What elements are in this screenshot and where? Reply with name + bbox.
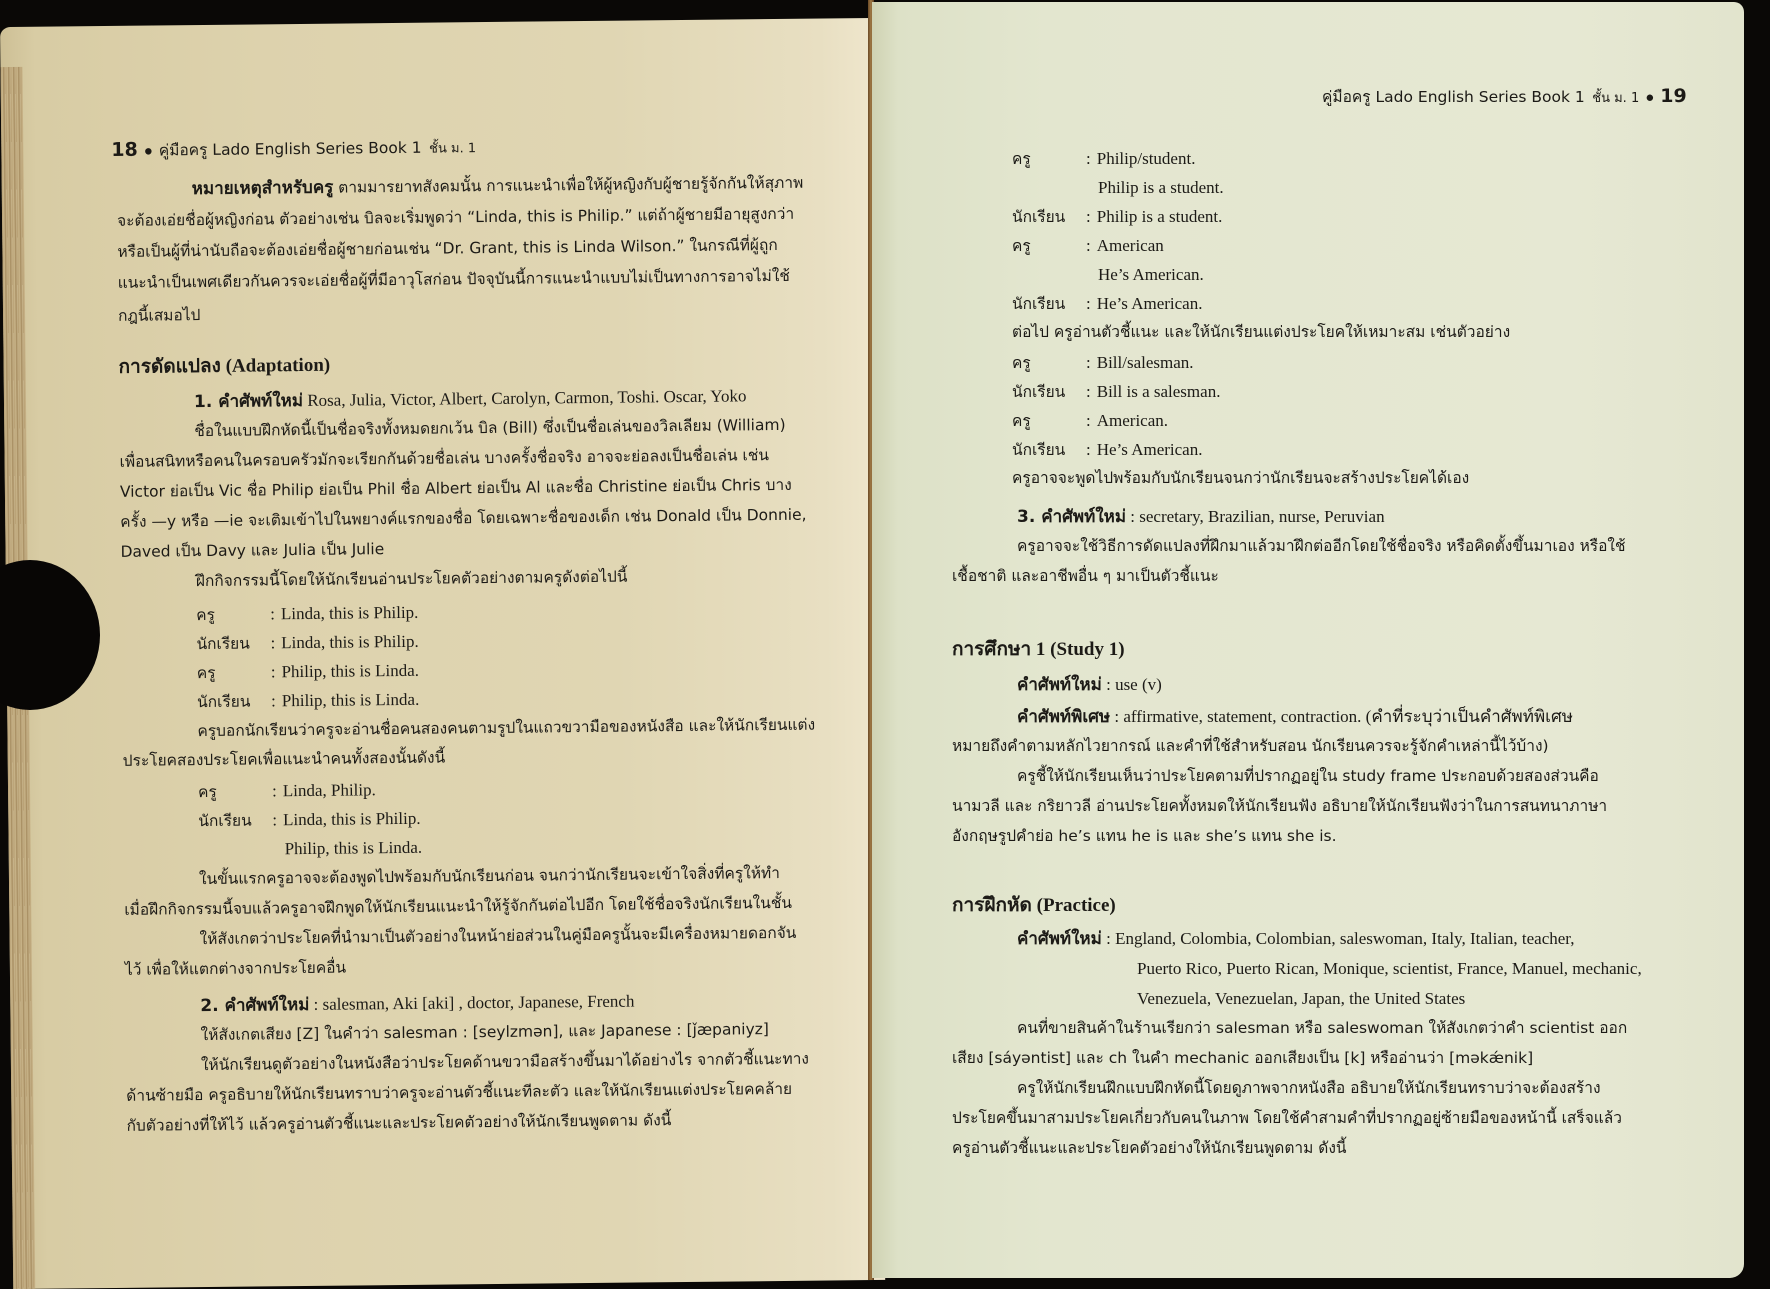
body-line: ในขั้นแรกครูอาจจะต้องพูดไปพร้อมกับนักเรียนก่อน จนกว่านักเรียนจะเข้าใจสิ่งที่ครูให้ทำ: [198, 864, 781, 889]
section-heading-study: การศึกษา 1 (Study 1): [952, 638, 1125, 660]
practice-line: ประโยคขึ้นมาสามประโยคเกี่ยวกับคนในภาพ โดยใช้คำสามคำที่ปรากฏอยู่ซ้ายมือของหน้านี้ เสร็จแล้ว: [952, 1109, 1622, 1127]
item1-line: เพื่อนสนิทหรือคนในครอบครัวมักจะเรียกกันด้วยชื่อเล่น บางครั้งชื่อจริง อาจจะย่อลงเป็นชื่อเล่น เช่น: [119, 446, 770, 471]
running-head-left: [111, 134, 476, 163]
item1-line: ชื่อในแบบฝึกหัดนี้เป็นชื่อจริงทั้งหมดยกเว้น บิล (Bill) ซึ่งเป็นชื่อเล่นของวิลเลียม (William): [194, 415, 786, 441]
item2-line: กับตัวอย่างที่ให้ไว้ แล้วครูอ่านตัวชี้แนะและประโยคตัวอย่างให้นักเรียนพูดตาม ดังนี้: [126, 1111, 672, 1135]
body-line: ต่อไป ครูอ่านตัวชี้แนะ และให้นักเรียนแต่งประโยคให้เหมาะสม เช่นตัวอย่าง: [1012, 323, 1511, 341]
section-heading-practice: การฝึกหัด (Practice): [952, 894, 1116, 916]
dialog-line: Philip is a student.: [1098, 178, 1224, 197]
item2-label: 2. คำศัพท์ใหม่: [200, 994, 310, 1017]
study-line: ครูชี้ให้นักเรียนเห็นว่าประโยคตามที่ปรากฏอยู่ใน study frame ประกอบด้วยสองส่วนคือ: [1017, 767, 1599, 785]
note-line: หรือเป็นผู้ที่น่านับถือจะต้องเอ่ยชื่อผู้ชายก่อนเช่น “Dr. Grant, this is Linda Wilson.” ในกรณีที่ผู้ถูก: [117, 236, 778, 261]
new-words-label: คำศัพท์ใหม่: [1017, 675, 1102, 695]
body-line: เมื่อฝึกกิจกรรมนี้จบแล้วครูอาจฝึกพูดให้นักเรียนแนะนำให้รู้จักกันต่อไปอีก โดยใช้ชื่อจริงนักเรียนในชั้น: [124, 893, 793, 919]
item3-label: 3. คำศัพท์ใหม่: [1017, 507, 1127, 527]
dialog-line: ครู : Philip, this is Linda.: [196, 660, 420, 683]
study-line: นามวลี และ กริยาวลี อ่านประโยคทั้งหมดให้นักเรียนฟัง อธิบายให้นักเรียนฟังว่าในการสนทนาภาษา: [952, 797, 1608, 815]
item2-line: ด้านซ้ายมือ ครูอธิบายให้นักเรียนทราบว่าครูจะอ่านตัวชี้แนะทีละตัว และให้นักเรียนแต่งประโยคคล้าย: [126, 1079, 793, 1105]
body-line: ครูอาจจะพูดไปพร้อมกับนักเรียนจนกว่านักเรียนจะสร้างประโยคได้เอง: [1012, 469, 1470, 487]
dialog-line: นักเรียน : Philip is a student.: [1012, 207, 1223, 226]
body-line: ประโยคสองประโยคเพื่อแนะนำคนทั้งสองนั้นดังนี้: [122, 748, 446, 770]
dialog-line: นักเรียน : Bill is a salesman.: [1012, 382, 1221, 401]
body-line: ครูบอกนักเรียนว่าครูจะอ่านชื่อคนสองคนตามรูปในแถวขวามือของหนังสือ และให้นักเรียนแต่ง: [197, 715, 816, 741]
study-line: หมายถึงคำตามหลักไวยากรณ์ และคำที่ใช้สำหรับสอน นักเรียนควรจะรู้จักคำเหล่านี้ไว้บ้าง): [952, 737, 1549, 755]
page-number: 18: [111, 138, 138, 161]
dialog-line: นักเรียน : He’s American.: [1012, 440, 1203, 459]
practice-line: คำศัพท์ใหม่ : England, Colombia, Colombian, saleswoman, Italy, Italian, teacher,: [1017, 929, 1575, 949]
grade-label: ชั้น ม. 1: [1592, 91, 1640, 106]
dialog-line: ครู : American: [1012, 236, 1164, 255]
dialog-line: He’s American.: [1098, 265, 1204, 284]
dialog-line: ครู : Linda, this is Philip.: [196, 602, 419, 625]
new-words-label: คำศัพท์ใหม่: [1017, 929, 1102, 949]
item3-line: ครูอาจจะใช้วิธีการดัดแปลงที่ฝึกมาแล้วมาฝึกต่ออีกโดยใช้ชื่อจริง หรือคิดตั้งขึ้นมาเอง หรือใช้: [1017, 537, 1626, 555]
item1-line: Daved เป็น Davy และ Julia เป็น Julie: [120, 540, 385, 561]
note-label: หมายเหตุสำหรับครู: [191, 177, 334, 200]
practice-line: คนที่ขายสินค้าในร้านเรียกว่า salesman หรือ saleswoman ให้สังเกตว่าคำ scientist ออก: [1017, 1019, 1628, 1037]
special-words-label: คำศัพท์พิเศษ: [1017, 707, 1111, 727]
dialog-line: ครู : Bill/salesman.: [1012, 353, 1194, 372]
dialog-line: นักเรียน : Linda, this is Philip.: [198, 808, 421, 831]
item1-line: ครั้ง —y หรือ —ie จะเติมเข้าไปในพยางค์แรกของชื่อ โดยเฉพาะชื่อของเด็ก เช่น Donald เป็น Donnie,: [120, 505, 807, 531]
item2-line: 2. คำศัพท์ใหม่ : salesman, Aki [aki] , doctor, Japanese, French: [200, 991, 635, 1017]
dialog-line: Philip, this is Linda.: [284, 837, 423, 859]
body-line: ให้สังเกตว่าประโยคที่นำมาเป็นตัวอย่างในหน้าย่อส่วนในคู่มือครูนั้นจะมีเครื่องหมายดอกจัน: [199, 923, 797, 949]
dialog-line: นักเรียน : He’s American.: [1012, 294, 1203, 313]
grade-label: ชั้น ม. 1: [429, 141, 477, 157]
dialog-line: นักเรียน : Philip, this is Linda.: [197, 689, 420, 712]
study-line: อังกฤษรูปคำย่อ he’s แทน he is และ she’s แทน she is.: [952, 827, 1337, 845]
note-line: แนะนำเป็นเพศเดียวกันควรจะเอ่ยชื่อผู้ที่มีอาวุโสก่อน ปัจจุบันนี้การแนะนำแบบไม่เป็นทางการอาจไม่ใช้: [117, 266, 790, 292]
body-line: ไว้ เพื่อให้แตกต่างจากประโยคอื่น: [124, 958, 347, 979]
item1-line: ฝึกกิจกรรมนี้โดยให้นักเรียนอ่านประโยคตัวอย่างตามครูดังต่อไปนี้: [195, 567, 628, 591]
item1-line: Victor ย่อเป็น Vic ชื่อ Philip ย่อเป็น Phil ชื่อ Albert ย่อเป็น Al และชื่อ Christine ย่อเป็น Chris บาง: [119, 475, 792, 501]
practice-line: ครูอ่านตัวชี้แนะและประโยคตัวอย่างให้นักเรียนพูดตาม ดังนี้: [952, 1139, 1347, 1157]
study-line: คำศัพท์พิเศษ : affirmative, statement, contraction. (คำที่ระบุว่าเป็นคำศัพท์พิเศษ: [1017, 707, 1573, 727]
item2-line: ให้นักเรียนดูตัวอย่างในหนังสือว่าประโยคด้านขวามือสร้างขึ้นมาได้อย่างไร จากตัวชี้แนะทาง: [200, 1049, 810, 1075]
left-page: [0, 18, 885, 1289]
item2-line: ให้สังเกตเสียง [Z] ในคำว่า salesman : [seylzmən], และ Japanese : [ǰæpaniyz]: [200, 1020, 770, 1045]
dialog-line: นักเรียน : Linda, this is Philip.: [196, 631, 419, 654]
item1-line: 1. คำศัพท์ใหม่ Rosa, Julia, Victor, Albert, Carolyn, Carmon, Toshi. Oscar, Yoko: [193, 386, 747, 413]
practice-line: เสียง [sáyəntist] และ ch ในคำ mechanic ออกเสียงเป็น [k] หรืออ่านว่า [məkǽnik]: [952, 1049, 1534, 1067]
practice-line: ครูให้นักเรียนฝึกแบบฝึกหัดนี้โดยดูภาพจากหนังสือ อธิบายให้นักเรียนทราบว่าจะต้องสร้าง: [1017, 1079, 1601, 1097]
dialog-line: ครู : Philip/student.: [1012, 149, 1196, 168]
book-title: คู่มือครู Lado English Series Book 1: [1322, 88, 1585, 106]
practice-line: Venezuela, Venezuelan, Japan, the United States: [1137, 989, 1466, 1008]
section-heading-adaptation: การดัดแปลง (Adaptation): [118, 354, 331, 378]
book-title: คู่มือครู Lado English Series Book 1: [158, 138, 422, 160]
bullet-icon: ●: [1645, 90, 1655, 106]
item3-line: 3. คำศัพท์ใหม่ : secretary, Brazilian, nurse, Peruvian: [1017, 507, 1385, 527]
note-line: หมายเหตุสำหรับครู ตามมารยาทสังคมนั้น การแนะนำเพื่อให้ผู้หญิงกับผู้ชายรู้จักกันให้สุภาพ: [191, 173, 804, 200]
item3-line: เชื้อชาติ และอาชีพอื่น ๆ มาเป็นตัวชี้แนะ: [952, 567, 1219, 585]
note-line: กฎนี้เสมอไป: [117, 306, 201, 325]
dialog-line: ครู : Linda, Philip.: [197, 780, 376, 802]
running-head-right: [1322, 84, 1687, 109]
item1-label: 1. คำศัพท์ใหม่: [193, 390, 304, 413]
study-line: คำศัพท์ใหม่ : use (v): [1017, 675, 1162, 695]
practice-line: Puerto Rico, Puerto Rican, Monique, scientist, France, Manuel, mechanic,: [1137, 959, 1642, 978]
dialog-line: ครู : American.: [1012, 411, 1169, 430]
bullet-icon: ●: [143, 143, 153, 160]
note-line: จะต้องเอ่ยชื่อผู้หญิงก่อน ตัวอย่างเช่น บิลจะเริ่มพูดว่า “Linda, this is Philip.” แต่ถ้าผู้ชายมีอายุสูงกว่า: [116, 204, 795, 230]
page-number: 19: [1660, 85, 1687, 107]
right-page: [872, 2, 1744, 1278]
